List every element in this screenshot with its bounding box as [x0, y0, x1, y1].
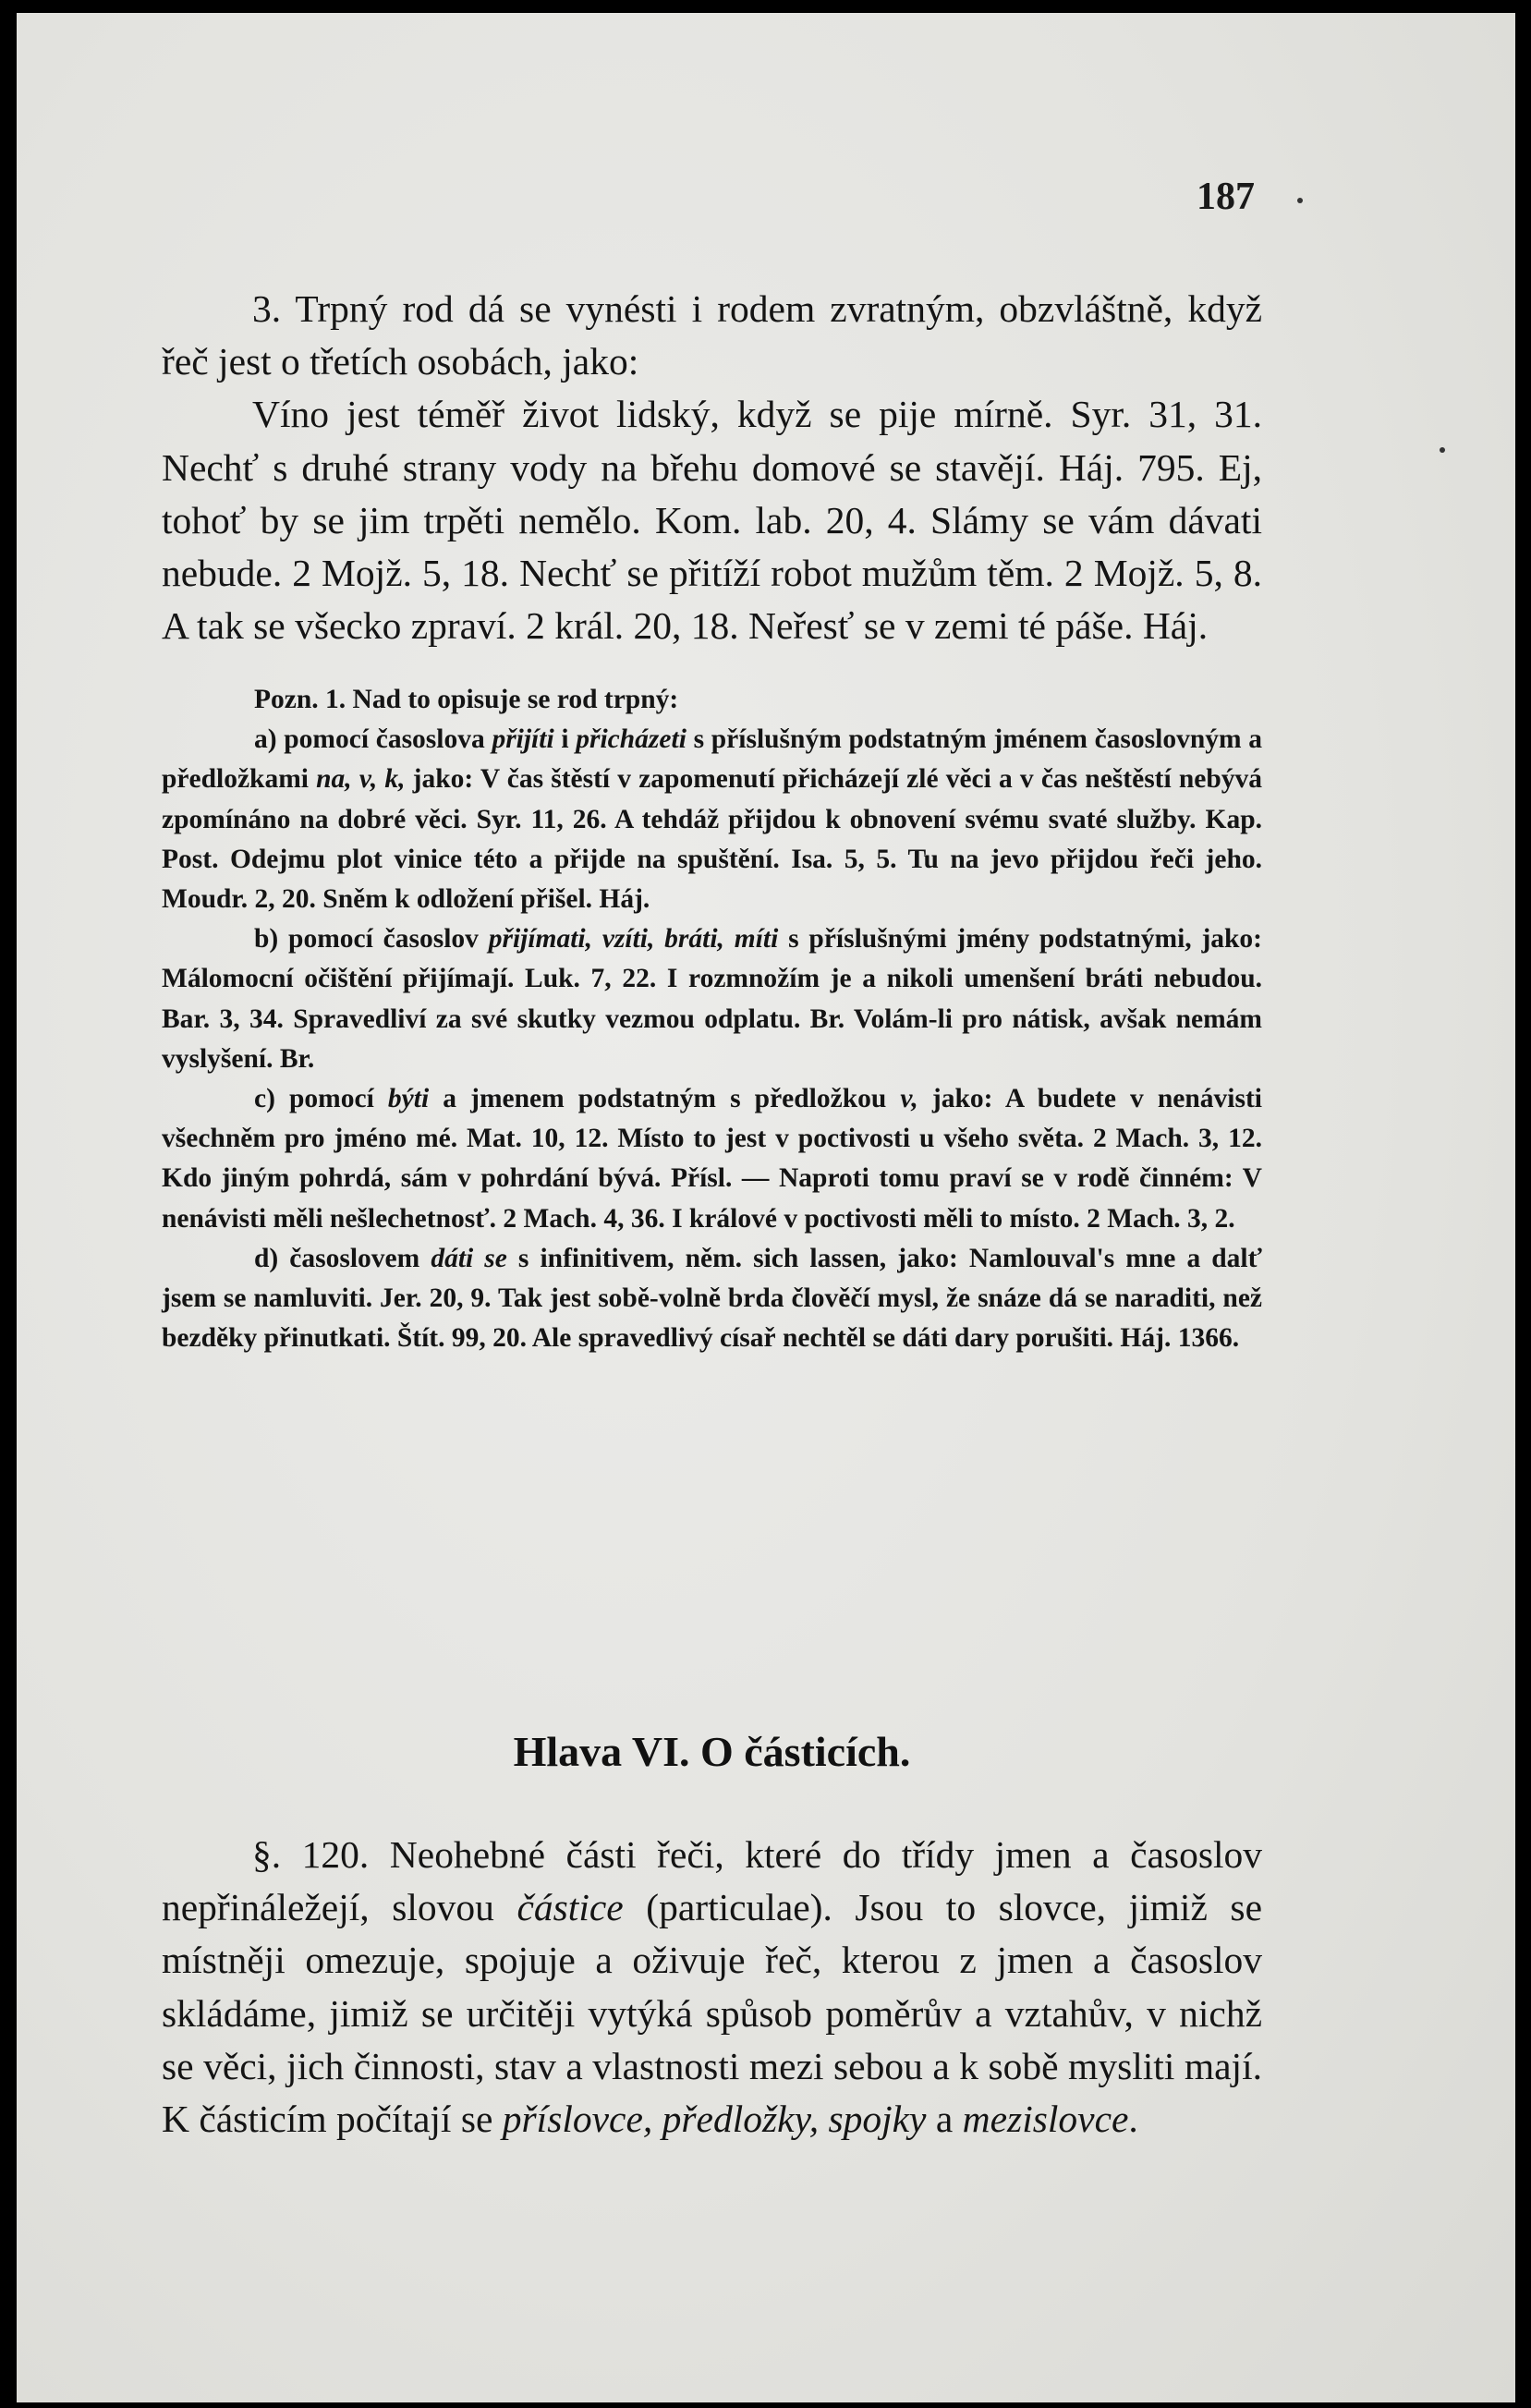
section-3-intro: 3. Trpný rod dá se vynésti i rodem zvratným, obzvláštně, když řeč jest o třetích osobách, jako: [162, 287, 1262, 383]
book-page [17, 13, 1515, 2402]
print-speck [1297, 198, 1303, 203]
note-item-b: b) pomocí časoslov přijímati, vzíti, bráti, míti s příslušnými jmény podstatnými, jako: Málomocní očištění přijímají. Luk. 7, 22. I rozmnožím je a nikoli umenšení bráti nebudou. Bar. 3, 34. Spravedliví za své skutky vezmou odplatu. Br. Volám-li pro nátisk, avšak nemám vyslyšení. Br. [162, 924, 1263, 1074]
page-number: 187 [1197, 176, 1255, 218]
note-item-d: d) časoslovem dáti se s infinitivem, něm. sich lassen, jako: Namlouval's mne a dalť jsem se namluviti. Jer. 20, 9. Tak jest sobě-volně brda člověčí mysl, že snáze dá se naraditi, než bezděky přinutkati. Štít. 99, 20. Ale spravedlivý císař nechtěl se dáti dary porušiti. Háj. 1366. [162, 1243, 1262, 1354]
note-heading: Pozn. 1. Nad to opisuje se rod trpný: [254, 685, 679, 714]
section-120-text: §. 120. Neohebné části řeči, které do třídy jmen a časoslov nepřináležejí, slovou částice (particulae). Jsou to slovce, jimiž se místněji omezuje, spojuje a oživuje řeč, kterou z jmen a časoslov skládáme, jimiž se určitěji vytýká spůsob poměrův a vztahův, v nichž se věci, jich činnosti, stav a vlastnosti mezi sebou a k sobě mysliti mají. K částicím počítají se příslovce, předložky, spojky a mezislovce. [162, 1833, 1262, 2141]
section-3 [162, 283, 1262, 652]
section-120 [162, 1829, 1262, 2146]
print-speck [1440, 447, 1445, 453]
note-item-a: a) pomocí časoslova přijíti i přicházeti s příslušným podstatným jménem časoslovným a předložkami na, v, k, jako: V čas štěstí v zapomenutí přicházejí zlé věci a v čas neštěstí nebývá zpomínáno na dobré věci. Syr. 11, 26. A tehdáž přijdou k obnovení svému svaté služby. Kap. Post. Odejmu plot vinice této a přijde na spuštění. Isa. 5, 5. Tu na jevo přijdou řeči jeho. Moudr. 2, 20. Sněm k odložení přišel. Háj. [162, 724, 1263, 915]
note-block [162, 680, 1262, 1358]
chapter-heading: Hlava VI. O částicích. [513, 1728, 911, 1775]
section-3-examples: Víno jest téměř život lidský, když se pije mírně. Syr. 31, 31. Nechť s druhé strany vody na břehu domové se stavějí. Háj. 795. Ej, tohoť by se jim trpěti nemělo. Kom. lab. 20, 4. Slámy se vám dávati nebude. 2 Mojž. 5, 18. Nechť se přitíží robot mužům těm. 2 Mojž. 5, 8. A tak se všecko zpraví. 2 král. 20, 18. Neřesť se v zemi té páše. Háj. [162, 393, 1262, 648]
note-item-c: c) pomocí býti a jmenem podstatným s předložkou v, jako: A budete v nenávisti všechněm pro jméno mé. Mat. 10, 12. Místo to jest v poctivosti u všeho světa. 2 Mach. 3, 12. Kdo jiným pohrdá, sám v pohrdání bývá. Přísl. — Naproti tomu praví se v rodě činném: V nenávisti měli nešlechetnosť. 2 Mach. 4, 36. I králové v poctivosti měli to místo. 2 Mach. 3, 2. [162, 1084, 1262, 1234]
